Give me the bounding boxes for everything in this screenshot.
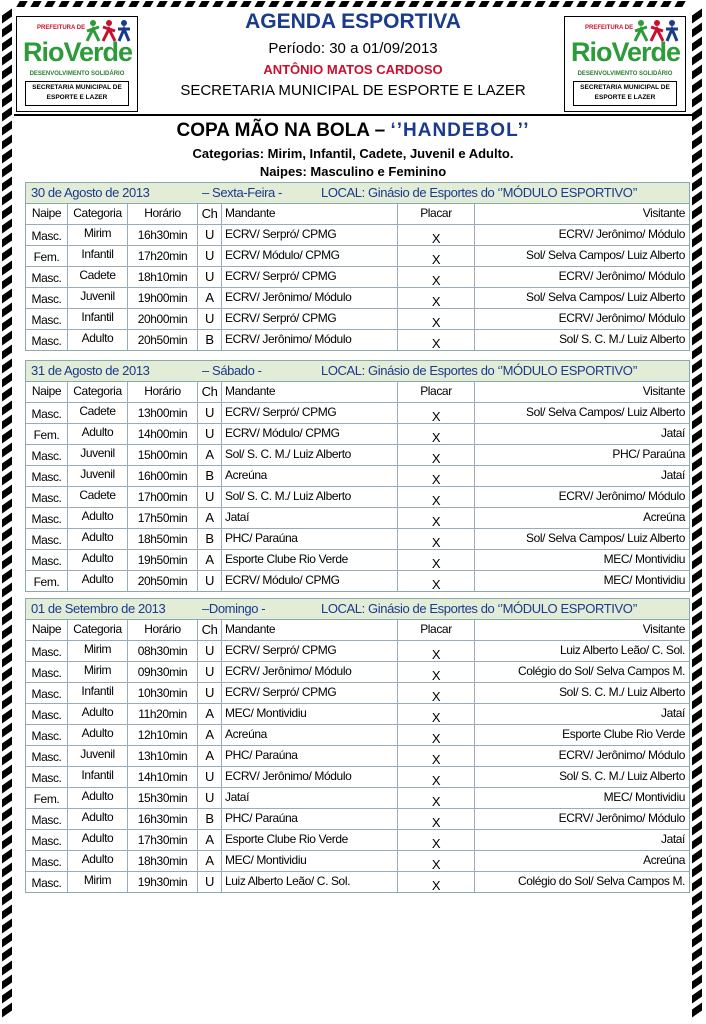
cell-naipe: Masc.: [26, 704, 68, 724]
table-row: [26, 445, 689, 466]
cell-visitante: Esporte Clube Rio Verde: [562, 727, 685, 741]
cell-visitante: PHC/ Paraúna: [612, 447, 685, 461]
day-schedule: [25, 360, 690, 592]
day-date: 30 de Agosto de 2013: [31, 185, 150, 200]
cell-visitante: MEC/ Montividiu: [603, 552, 685, 566]
cell-visitante: Sol/ Selva Campos/ Luiz Alberto: [525, 290, 685, 304]
cell-ch: U: [198, 487, 222, 507]
cell-mandante: Esporte Clube Rio Verde: [222, 830, 398, 850]
cell-visitante: ECRV/ Jerônimo/ Módulo: [558, 227, 685, 241]
cell-placar: X: [398, 725, 475, 745]
cell-ch: A: [198, 746, 222, 766]
column-header-horario: Horário: [128, 620, 198, 640]
categories-text: Categorias: Mirim, Infantil, Cadete, Juvenil e Adulto.: [192, 146, 514, 161]
cell-ch: U: [198, 571, 222, 591]
column-header-placar: Placar: [398, 382, 475, 402]
cell-placar: X: [398, 309, 475, 329]
cell-categoria: Mirim: [68, 225, 128, 245]
cell-categoria: Mirim: [68, 872, 128, 892]
column-header-placar: Placar: [398, 204, 475, 224]
cell-horario: 19h00min: [128, 288, 198, 308]
cell-placar: X: [398, 330, 475, 350]
cell-horario: 08h30min: [128, 641, 198, 661]
cell-visitante: Jataí: [660, 706, 685, 720]
column-header-naipe: Naipe: [26, 382, 68, 402]
cell-naipe: Masc.: [26, 725, 68, 745]
cell-categoria: Adulto: [68, 809, 128, 829]
cell-placar: X: [398, 704, 475, 724]
cell-naipe: Masc.: [26, 662, 68, 682]
column-header-row: [26, 620, 689, 641]
cell-naipe: Masc.: [26, 683, 68, 703]
cell-naipe: Masc.: [26, 309, 68, 329]
cell-horario: 18h50min: [128, 529, 198, 549]
sport-name: ‘’HANDEBOL’’: [390, 120, 530, 141]
naipes-text: Naipes: Masculino e Feminino: [259, 164, 447, 179]
day-weekday: –Domingo -: [202, 601, 266, 616]
cell-mandante: Esporte Clube Rio Verde: [222, 550, 398, 570]
cell-categoria: Juvenil: [68, 445, 128, 465]
cell-mandante: Jataí: [222, 788, 398, 808]
cell-placar: X: [398, 788, 475, 808]
cell-categoria: Adulto: [68, 550, 128, 570]
cell-mandante: ECRV/ Módulo/ CPMG: [222, 424, 398, 444]
cell-categoria: Infantil: [68, 246, 128, 266]
cell-mandante: PHC/ Paraúna: [222, 529, 398, 549]
cell-placar: X: [398, 508, 475, 528]
table-row: [26, 725, 689, 746]
rio-verde-logo-left: [16, 16, 138, 112]
table-row: [26, 403, 689, 424]
cell-visitante: Jataí: [660, 468, 685, 482]
table-row: [26, 466, 689, 487]
table-row: [26, 872, 689, 892]
cell-placar: X: [398, 246, 475, 266]
logo-prefeitura-text: PREFEITURA DE: [37, 25, 86, 31]
table-row: [26, 767, 689, 788]
cell-visitante: ECRV/ Jerônimo/ Módulo: [558, 489, 685, 503]
cell-mandante: ECRV/ Módulo/ CPMG: [222, 246, 398, 266]
cell-horario: 18h30min: [128, 851, 198, 871]
cell-ch: U: [198, 788, 222, 808]
cell-mandante: MEC/ Montividiu: [222, 704, 398, 724]
logo-prefeitura-text: PREFEITURA DE: [585, 25, 634, 31]
cell-categoria: Mirim: [68, 662, 128, 682]
cell-visitante: Sol/ Selva Campos/ Luiz Alberto: [525, 531, 685, 545]
cell-mandante: ECRV/ Serpró/ CPMG: [222, 403, 398, 423]
cell-placar: X: [398, 487, 475, 507]
cell-mandante: ECRV/ Serpró/ CPMG: [222, 309, 398, 329]
cell-categoria: Adulto: [68, 704, 128, 724]
cell-ch: U: [198, 403, 222, 423]
column-header-categoria: Categoria: [68, 620, 128, 640]
cell-categoria: Infantil: [68, 683, 128, 703]
cell-horario: 20h50min: [128, 330, 198, 350]
cell-ch: A: [198, 288, 222, 308]
cell-naipe: Masc.: [26, 445, 68, 465]
column-header-visitante: Visitante: [642, 384, 685, 398]
cell-mandante: ECRV/ Jerônimo/ Módulo: [222, 288, 398, 308]
cell-visitante: ECRV/ Jerônimo/ Módulo: [558, 311, 685, 325]
cell-ch: A: [198, 508, 222, 528]
cell-ch: U: [198, 267, 222, 287]
cell-naipe: Fem.: [26, 571, 68, 591]
cell-visitante: MEC/ Montividiu: [603, 573, 685, 587]
cell-categoria: Juvenil: [68, 288, 128, 308]
cell-naipe: Masc.: [26, 830, 68, 850]
cell-naipe: Masc.: [26, 746, 68, 766]
cell-horario: 15h00min: [128, 445, 198, 465]
cell-placar: X: [398, 424, 475, 444]
table-row: [26, 704, 689, 725]
cell-categoria: Adulto: [68, 571, 128, 591]
cell-categoria: Adulto: [68, 330, 128, 350]
cell-placar: X: [398, 288, 475, 308]
cell-naipe: Masc.: [26, 851, 68, 871]
day-date: 31 de Agosto de 2013: [31, 363, 150, 378]
column-header-categoria: Categoria: [68, 204, 128, 224]
cell-placar: X: [398, 403, 475, 423]
cell-mandante: ECRV/ Serpró/ CPMG: [222, 641, 398, 661]
day-schedule: [25, 598, 690, 893]
cell-placar: X: [398, 529, 475, 549]
cell-naipe: Masc.: [26, 225, 68, 245]
cell-horario: 10h30min: [128, 683, 198, 703]
cell-placar: X: [398, 445, 475, 465]
cell-mandante: ECRV/ Jerônimo/ Módulo: [222, 767, 398, 787]
table-row: [26, 851, 689, 872]
table-row: [26, 246, 689, 267]
cell-categoria: Cadete: [68, 403, 128, 423]
cell-placar: X: [398, 571, 475, 591]
cell-visitante: Acreúna: [643, 853, 685, 867]
rio-verde-logo-right: [564, 16, 686, 112]
day-header: [26, 361, 689, 382]
cell-naipe: Fem.: [26, 246, 68, 266]
cell-naipe: Masc.: [26, 288, 68, 308]
cell-placar: X: [398, 225, 475, 245]
table-row: [26, 746, 689, 767]
cell-visitante: Sol/ Selva Campos/ Luiz Alberto: [525, 248, 685, 262]
cell-visitante: Sol/ Selva Campos/ Luiz Alberto: [525, 405, 685, 419]
cell-mandante: PHC/ Paraúna: [222, 809, 398, 829]
cell-horario: 12h10min: [128, 725, 198, 745]
cell-horario: 14h00min: [128, 424, 198, 444]
column-header-ch: Ch: [198, 382, 222, 402]
cell-placar: X: [398, 746, 475, 766]
cell-placar: X: [398, 662, 475, 682]
column-header-horario: Horário: [128, 382, 198, 402]
cell-ch: U: [198, 225, 222, 245]
cell-ch: U: [198, 246, 222, 266]
cell-naipe: Fem.: [26, 424, 68, 444]
cell-mandante: Sol/ S. C. M./ Luiz Alberto: [222, 487, 398, 507]
cell-ch: U: [198, 683, 222, 703]
day-location: LOCAL: Ginásio de Esportes do ‘’MÓDULO ESPORTIVO’’: [321, 363, 638, 378]
cell-placar: X: [398, 809, 475, 829]
cell-categoria: Adulto: [68, 788, 128, 808]
table-row: [26, 288, 689, 309]
cell-horario: 13h10min: [128, 746, 198, 766]
day-weekday: – Sábado -: [202, 363, 262, 378]
cell-horario: 13h00min: [128, 403, 198, 423]
cell-categoria: Mirim: [68, 641, 128, 661]
cell-ch: U: [198, 872, 222, 892]
cell-ch: B: [198, 466, 222, 486]
table-row: [26, 571, 689, 591]
cell-horario: 09h30min: [128, 662, 198, 682]
cell-mandante: PHC/ Paraúna: [222, 746, 398, 766]
cell-ch: U: [198, 662, 222, 682]
table-row: [26, 809, 689, 830]
cell-mandante: ECRV/ Serpró/ CPMG: [222, 225, 398, 245]
cell-placar: X: [398, 872, 475, 892]
cell-ch: B: [198, 330, 222, 350]
cell-placar: X: [398, 641, 475, 661]
column-header-mandante: Mandante: [222, 204, 398, 224]
cell-naipe: Masc.: [26, 267, 68, 287]
cell-visitante: Sol/ S. C. M./ Luiz Alberto: [559, 332, 685, 346]
table-row: [26, 662, 689, 683]
cell-horario: 19h50min: [128, 550, 198, 570]
cell-mandante: ECRV/ Jerônimo/ Módulo: [222, 662, 398, 682]
cell-visitante: ECRV/ Jerônimo/ Módulo: [558, 748, 685, 762]
cell-visitante: Colégio do Sol/ Selva Campos M.: [517, 664, 685, 678]
cell-horario: 16h30min: [128, 225, 198, 245]
cell-mandante: Jataí: [222, 508, 398, 528]
cell-placar: X: [398, 267, 475, 287]
cell-naipe: Masc.: [26, 550, 68, 570]
cell-categoria: Adulto: [68, 725, 128, 745]
column-header-naipe: Naipe: [26, 204, 68, 224]
column-header-horario: Horário: [128, 204, 198, 224]
cell-ch: U: [198, 309, 222, 329]
cell-visitante: ECRV/ Jerônimo/ Módulo: [558, 811, 685, 825]
cell-visitante: Sol/ S. C. M./ Luiz Alberto: [559, 685, 685, 699]
cell-naipe: Masc.: [26, 872, 68, 892]
cell-mandante: MEC/ Montividiu: [222, 851, 398, 871]
logo-tagline: DESENVOLVIMENTO SOLIDÁRIO: [29, 71, 125, 77]
logo-secretaria-box: SECRETARIA MUNICIPAL DE ESPORTE E LAZER: [573, 81, 677, 106]
cell-ch: U: [198, 424, 222, 444]
day-location: LOCAL: Ginásio de Esportes do ‘’MÓDULO ESPORTIVO’’: [321, 601, 638, 616]
cell-horario: 14h10min: [128, 767, 198, 787]
cell-categoria: Infantil: [68, 309, 128, 329]
table-row: [26, 529, 689, 550]
cell-naipe: Masc.: [26, 466, 68, 486]
table-row: [26, 683, 689, 704]
table-row: [26, 330, 689, 350]
cell-ch: A: [198, 445, 222, 465]
cell-ch: U: [198, 767, 222, 787]
logo-secretaria-box: SECRETARIA MUNICIPAL DE ESPORTE E LAZER: [25, 81, 129, 106]
cell-visitante: Acreúna: [643, 510, 685, 524]
cell-horario: 17h50min: [128, 508, 198, 528]
cell-ch: U: [198, 641, 222, 661]
cell-naipe: Masc.: [26, 330, 68, 350]
cell-ch: B: [198, 529, 222, 549]
table-row: [26, 309, 689, 330]
cell-mandante: ECRV/ Serpró/ CPMG: [222, 683, 398, 703]
cell-ch: A: [198, 851, 222, 871]
day-schedule: [25, 182, 690, 351]
column-header-row: [26, 204, 689, 225]
column-header-mandante: Mandante: [222, 382, 398, 402]
period-text: Período: 30 a 01/09/2013: [268, 40, 438, 57]
cell-categoria: Adulto: [68, 508, 128, 528]
cell-categoria: Cadete: [68, 487, 128, 507]
cell-mandante: ECRV/ Módulo/ CPMG: [222, 571, 398, 591]
day-location: LOCAL: Ginásio de Esportes do ‘’MÓDULO ESPORTIVO’’: [321, 185, 638, 200]
column-header-ch: Ch: [198, 620, 222, 640]
cell-mandante: ECRV/ Jerônimo/ Módulo: [222, 330, 398, 350]
cell-placar: X: [398, 767, 475, 787]
table-row: [26, 267, 689, 288]
cell-placar: X: [398, 466, 475, 486]
cell-naipe: Masc.: [26, 403, 68, 423]
cell-visitante: Jataí: [660, 426, 685, 440]
column-header-placar: Placar: [398, 620, 475, 640]
day-date: 01 de Setembro de 2013: [31, 601, 166, 616]
cell-visitante: MEC/ Montividiu: [603, 790, 685, 804]
cell-ch: A: [198, 725, 222, 745]
cell-visitante: Colégio do Sol/ Selva Campos M.: [517, 874, 685, 888]
cell-mandante: Luiz Alberto Leão/ C. Sol.: [222, 872, 398, 892]
top-border-pattern: [0, 0, 706, 10]
column-header-row: [26, 382, 689, 403]
cell-placar: X: [398, 830, 475, 850]
cell-naipe: Masc.: [26, 809, 68, 829]
table-row: [26, 225, 689, 246]
cell-horario: 17h30min: [128, 830, 198, 850]
column-header-visitante: Visitante: [642, 622, 685, 636]
cell-horario: 11h20min: [128, 704, 198, 724]
cell-mandante: Sol/ S. C. M./ Luiz Alberto: [222, 445, 398, 465]
cell-visitante: Luiz Alberto Leão/ C. Sol.: [559, 643, 685, 657]
secretaria-name: SECRETARIA MUNICIPAL DE ESPORTE E LAZER: [180, 82, 526, 99]
cell-horario: 17h00min: [128, 487, 198, 507]
cell-visitante: ECRV/ Jerônimo/ Módulo: [558, 269, 685, 283]
cell-ch: A: [198, 550, 222, 570]
table-row: [26, 641, 689, 662]
cell-categoria: Adulto: [68, 851, 128, 871]
cell-mandante: Acreúna: [222, 466, 398, 486]
cell-mandante: ECRV/ Serpró/ CPMG: [222, 267, 398, 287]
cell-placar: X: [398, 550, 475, 570]
cell-naipe: Masc.: [26, 487, 68, 507]
cell-horario: 15h30min: [128, 788, 198, 808]
cell-categoria: Juvenil: [68, 466, 128, 486]
cell-categoria: Adulto: [68, 424, 128, 444]
column-header-categoria: Categoria: [68, 382, 128, 402]
cell-ch: B: [198, 809, 222, 829]
cell-categoria: Adulto: [68, 830, 128, 850]
cell-naipe: Masc.: [26, 508, 68, 528]
cell-horario: 17h20min: [128, 246, 198, 266]
column-header-ch: Ch: [198, 204, 222, 224]
table-row: [26, 424, 689, 445]
cell-categoria: Infantil: [68, 767, 128, 787]
logo-wordmark: RioVerde: [571, 37, 681, 67]
cell-horario: 20h00min: [128, 309, 198, 329]
cell-ch: A: [198, 704, 222, 724]
cell-naipe: Fem.: [26, 788, 68, 808]
cell-horario: 16h30min: [128, 809, 198, 829]
cell-visitante: Sol/ S. C. M./ Luiz Alberto: [559, 769, 685, 783]
cell-horario: 16h00min: [128, 466, 198, 486]
column-header-naipe: Naipe: [26, 620, 68, 640]
day-header: [26, 599, 689, 620]
day-weekday: – Sexta-Feira -: [202, 185, 282, 200]
cell-naipe: Masc.: [26, 641, 68, 661]
cell-placar: X: [398, 683, 475, 703]
header-divider: [14, 114, 692, 116]
cell-mandante: Acreúna: [222, 725, 398, 745]
person-name: ANTÔNIO MATOS CARDOSO: [263, 62, 443, 77]
logo-wordmark: RioVerde: [23, 37, 133, 67]
column-header-mandante: Mandante: [222, 620, 398, 640]
cell-categoria: Adulto: [68, 529, 128, 549]
cell-visitante: Jataí: [660, 832, 685, 846]
cell-naipe: Masc.: [26, 767, 68, 787]
cell-horario: 20h50min: [128, 571, 198, 591]
cell-categoria: Juvenil: [68, 746, 128, 766]
cup-title: COPA MÃO NA BOLA – ‘’HANDEBOL’’: [176, 120, 530, 141]
column-header-visitante: Visitante: [642, 206, 685, 220]
page-title: AGENDA ESPORTIVA: [245, 10, 461, 33]
table-row: [26, 487, 689, 508]
table-row: [26, 508, 689, 529]
table-row: [26, 550, 689, 571]
cell-horario: 19h30min: [128, 872, 198, 892]
cell-placar: X: [398, 851, 475, 871]
cell-ch: A: [198, 830, 222, 850]
table-row: [26, 830, 689, 851]
table-row: [26, 788, 689, 809]
cell-categoria: Cadete: [68, 267, 128, 287]
cell-naipe: Masc.: [26, 529, 68, 549]
day-header: [26, 183, 689, 204]
logo-tagline: DESENVOLVIMENTO SOLIDÁRIO: [577, 71, 673, 77]
cell-horario: 18h10min: [128, 267, 198, 287]
